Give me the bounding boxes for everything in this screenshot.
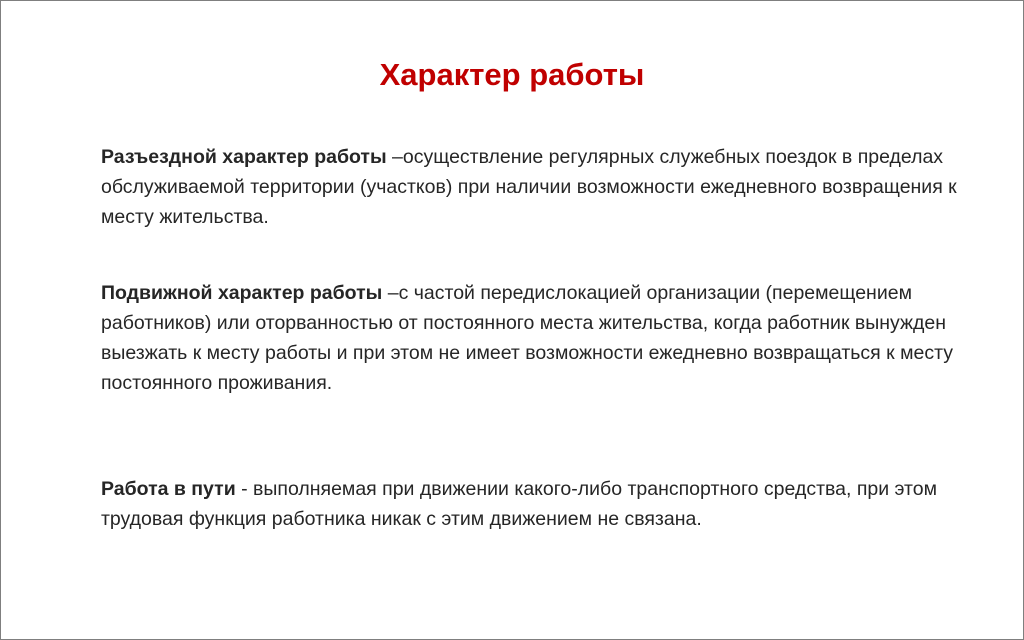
term-work-on-the-road: Работа в пути [101,478,236,500]
paragraph-traveling-work [101,142,981,232]
paragraph-work-on-the-road [101,474,981,534]
paragraph-mobile-work [101,278,981,398]
definition-traveling-work: –осуществление регулярных служебных поездок в пределах обслуживаемой территории (участков) при наличии возможности ежедневного возвращения к месту жительства. [101,146,957,228]
definition-work-on-the-road: - выполняемая при движении какого-либо транспортного средства, при этом трудовая функция работника никак с этим движением не связана. [101,478,938,530]
term-mobile-work: Подвижной характер работы [101,282,383,304]
term-traveling-work: Разъездной характер работы [101,146,387,168]
definition-mobile-work: –с частой передислокацией организации (перемещением работников) или оторванностью от постоянного места жительства, когда работник вынужден выезжать к месту работы и при этом не имеет возможности ежедневно возвращаться к месту постоянного проживания. [101,282,954,394]
slide-title: Характер работы [379,57,645,92]
